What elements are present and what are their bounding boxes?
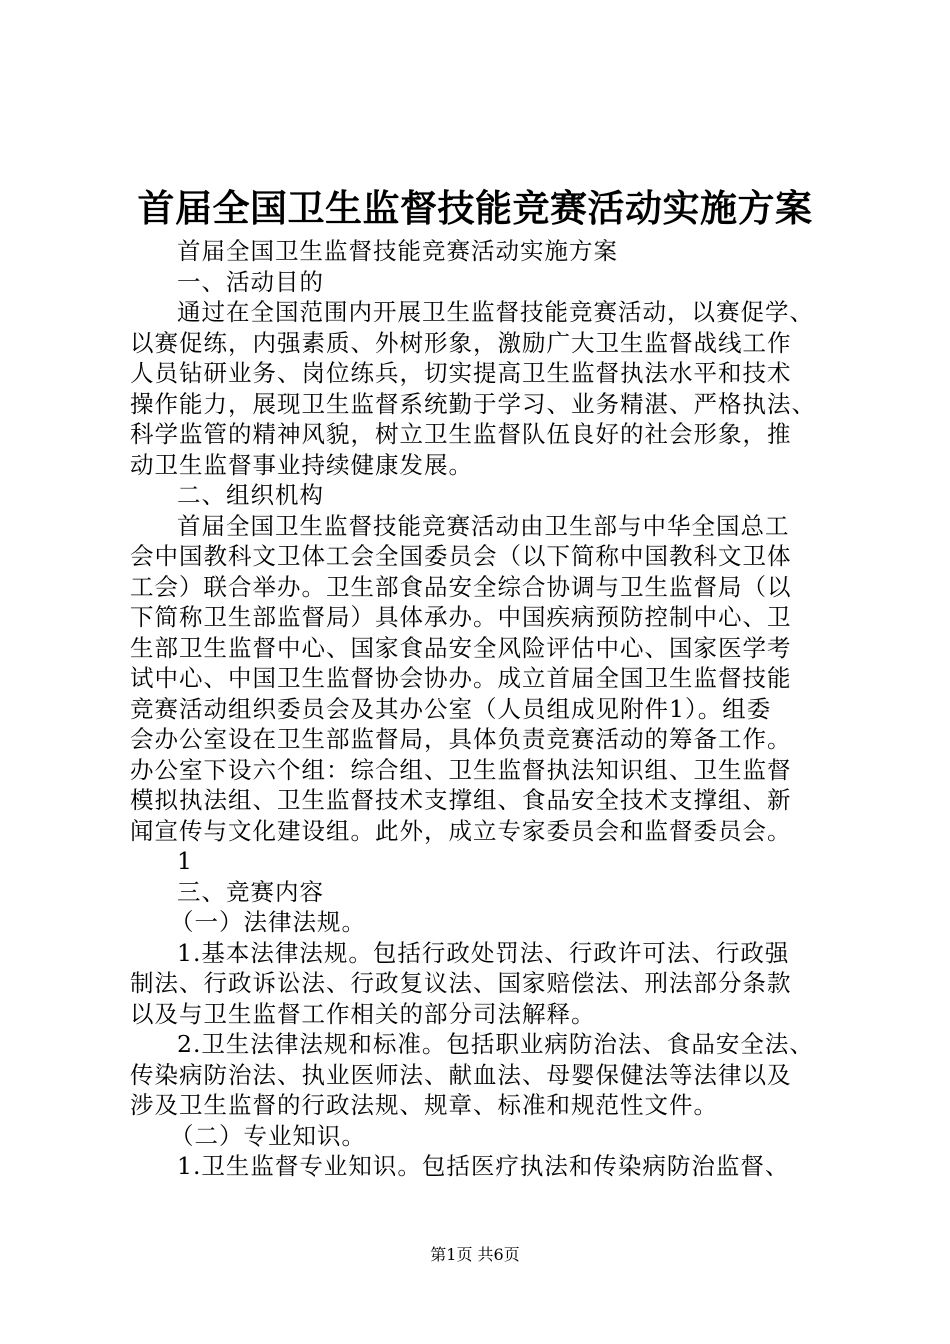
paragraph-line: 会办公室设在卫生部监督局，具体负责竞赛活动的筹备工作。 — [130, 725, 792, 753]
paragraph-line: 生部卫生监督中心、国家食品安全风险评估中心、国家医学考 — [130, 633, 792, 662]
paragraph-line: 办公室下设六个组：综合组、卫生监督执法知识组、卫生监督 — [130, 755, 792, 784]
subsection-heading: （二）专业知识。 — [170, 1121, 366, 1150]
paragraph-line: 传染病防治法、执业医师法、献血法、母婴保健法等法律以及 — [130, 1060, 792, 1089]
paragraph-line: 通过在全国范围内开展卫生监督技能竞赛活动，以赛促学、 — [177, 298, 814, 326]
paragraph-line: 下简称卫生部监督局）具体承办。中国疾病预防控制中心、卫 — [130, 603, 792, 631]
paragraph-line: 首届全国卫生监督技能竞赛活动实施方案 — [177, 237, 618, 265]
paragraph-line: 人员钻研业务、岗位练兵，切实提高卫生监督执法水平和技术 — [130, 359, 792, 387]
document-title: 首届全国卫生监督技能竞赛活动实施方案 — [137, 186, 813, 230]
paragraph-line: 会中国教科文卫体工会全国委员会（以下简称中国教科文卫体 — [130, 542, 792, 570]
document-body — [130, 236, 852, 1182]
paragraph-line: 竞赛活动组织委员会及其办公室（人员组成见附件1）。组委 — [130, 694, 772, 723]
paragraph-line: 操作能力，展现卫生监督系统勤于学习、业务精湛、严格执法、 — [130, 389, 816, 418]
paragraph-line: 涉及卫生监督的行政法规、规章、标准和规范性文件。 — [130, 1091, 718, 1119]
paragraph-line: 1.卫生监督专业知识。包括医疗执法和传染病防治监督、 — [177, 1152, 790, 1180]
section-heading: 二、组织机构 — [177, 481, 324, 509]
paragraph-line: 试中心、中国卫生监督协会协办。成立首届全国卫生监督技能 — [130, 664, 792, 692]
paragraph-line: 模拟执法组、卫生监督技术支撑组、食品安全技术支撑组、新 — [130, 786, 792, 814]
paragraph-line: 2.卫生法律法规和标准。包括职业病防治法、食品安全法、 — [177, 1030, 814, 1058]
paragraph-line: 1.基本法律法规。包括行政处罚法、行政许可法、行政强 — [177, 938, 790, 967]
paragraph-line: 工会）联合举办。卫生部食品安全综合协调与卫生监督局（以 — [130, 572, 792, 601]
section-heading: 一、活动目的 — [177, 267, 324, 296]
paragraph-line: 首届全国卫生监督技能竞赛活动由卫生部与中华全国总工 — [177, 511, 790, 540]
paragraph-line: 闻宣传与文化建设组。此外，成立专家委员会和监督委员会。 — [130, 816, 792, 845]
subsection-heading: （一）法律法规。 — [170, 908, 366, 936]
paragraph-line: 动卫生监督事业持续健康发展。 — [130, 450, 473, 479]
paragraph-line: 制法、行政诉讼法、行政复议法、国家赔偿法、刑法部分条款 — [130, 969, 792, 997]
paragraph-line: 科学监管的精神风貌，树立卫生监督队伍良好的社会形象，推 — [130, 420, 792, 448]
paragraph-line: 以及与卫生监督工作相关的部分司法解释。 — [130, 999, 596, 1028]
paragraph-line: 以赛促练，内强素质、外树形象，激励广大卫生监督战线工作 — [130, 328, 792, 357]
page-footer: 第1页 共6页 — [430, 1245, 520, 1264]
stray-number: 1 — [177, 847, 193, 875]
section-heading: 三、竞赛内容 — [177, 877, 324, 906]
